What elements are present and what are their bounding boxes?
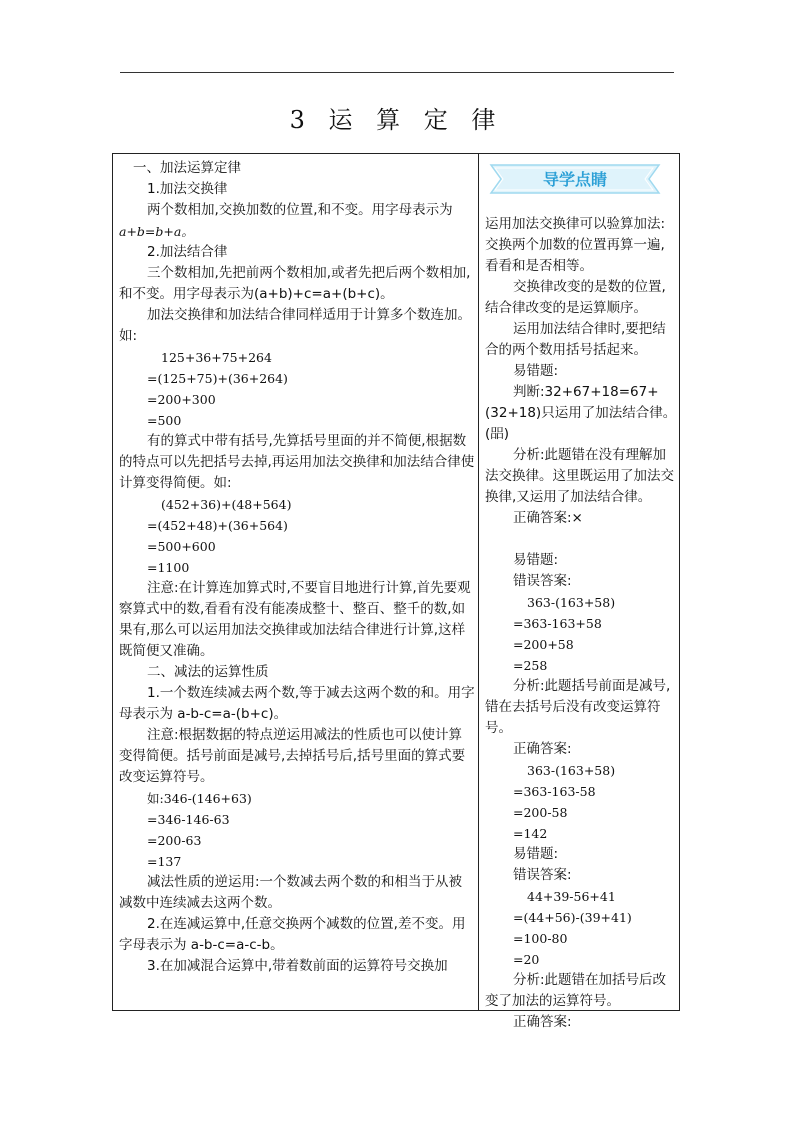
para-subtraction-3: 3.在加减混合运算中,带着数前面的运算符号交换加: [147, 958, 448, 974]
heading-subtraction: 二、减法的运算性质: [147, 664, 269, 680]
para-multi-add: 加法交换律和加法结合律同样适用于计算多个数连加。如:: [119, 307, 471, 344]
left-column: [119, 158, 475, 977]
wrong-line: =363-163+58: [513, 616, 602, 631]
wrong-answer-label: 错误答案:: [513, 573, 572, 589]
note-verify: 运用加法交换律可以验算加法:交换两个加数的位置再算一遍,看看和是否相等。: [485, 216, 666, 274]
page-title: 3 运 算 定 律: [289, 106, 504, 134]
note-difference: 交换律改变的是数的位置,结合律改变的是运算顺序。: [485, 279, 666, 316]
top-rule: [120, 72, 674, 73]
error-analysis: 分析:此题括号前面是减号,错在去括号后没有改变运算符号。: [485, 678, 671, 736]
para-note-subtraction: 注意:根据数据的特点逆运用减法的性质也可以使计算变得简便。括号前面是减号,去掉括号后,括号里面的算式要改变运算符号。: [119, 727, 466, 785]
error-analysis: 分析:此题错在加括号后改变了加法的运算符号。: [485, 972, 667, 1009]
example3-line: =137: [147, 854, 182, 869]
para-brackets: 有的算式中带有括号,先算括号里面的并不简便,根据数的特点可以先把括号去掉,再运用加法交换律和加法结合律使计算变得简便。如:: [119, 433, 475, 491]
guide-banner: [489, 164, 661, 194]
error-judge: 判断:32+67+18=67+(32+18)只运用了加法结合律。(㗊): [485, 384, 677, 442]
para-associative: 三个数相加,先把前两个数相加,或者先把后两个数相加,和不变。用字母表示为(a+b)+c=a+(b+c)。: [119, 265, 471, 302]
correct-answer: 正确答案:×: [513, 510, 583, 526]
wrong-answer-label: 错误答案:: [513, 867, 572, 883]
correct-line: =142: [513, 826, 548, 841]
wrong-line: =(44+56)-(39+41): [513, 910, 632, 925]
example1-line: =200+300: [147, 392, 216, 407]
correct-line: 363-(163+58): [527, 763, 616, 778]
example3-line: =200-63: [147, 833, 202, 848]
wrong-line: =200+58: [513, 637, 574, 652]
column-divider: [478, 154, 479, 1010]
banner-title: 导学点睛: [542, 170, 607, 189]
example2-line: =500+600: [147, 539, 216, 554]
sub-commutative: 1.加法交换律: [147, 181, 228, 197]
correct-line: =200-58: [513, 805, 568, 820]
para-subtraction-1: 1.一个数连续减去两个数,等于减去这两个数的和。用字母表示为 a-b-c=a-(b+c)。: [119, 685, 475, 722]
example2-line: (452+36)+(48+564): [161, 497, 292, 512]
para-commutative: 两个数相加,交换加数的位置,和不变。用字母表示为: [147, 202, 453, 218]
error-analysis: 分析:此题错在没有理解加法交换律。这里既运用了加法交换律,又运用了加法结合律。: [485, 447, 674, 505]
sub-associative: 2.加法结合律: [147, 244, 228, 260]
wrong-line: =20: [513, 952, 540, 967]
error-label: 易错题:: [513, 363, 559, 379]
formula-commutative: a+b=b+a。: [119, 224, 194, 239]
wrong-line: 44+39-56+41: [527, 889, 616, 904]
example1-line: 125+36+75+264: [161, 350, 272, 365]
example3-line: 如:346-(146+63): [147, 791, 252, 806]
error-label: 易错题:: [513, 552, 559, 568]
wrong-line: =258: [513, 658, 548, 673]
para-note-addition: 注意:在计算连加算式时,不要盲目地进行计算,首先要观察算式中的数,看看有没有能凑成整十、整百、整千的数,如果有,那么可以运用加法交换律或加法结合律进行计算,这样既简便又准确。: [119, 580, 471, 659]
spacer: [485, 529, 677, 550]
content-table: [112, 153, 680, 1030]
correct-answer-label: 正确答案:: [513, 1014, 572, 1030]
example1-line: =500: [147, 413, 182, 428]
example1-line: =(125+75)+(36+264): [147, 371, 288, 386]
right-column: [485, 162, 677, 1033]
para-subtraction-2: 2.在连减运算中,任意交换两个减数的位置,差不变。用字母表示为 a-b-c=a-c-b。: [119, 916, 466, 953]
note-brackets: 运用加法结合律时,要把结合的两个数用括号括起来。: [485, 321, 666, 358]
example3-line: =346-146-63: [147, 812, 230, 827]
wrong-line: 363-(163+58): [527, 595, 616, 610]
correct-line: =363-163-58: [513, 784, 596, 799]
wrong-line: =100-80: [513, 931, 568, 946]
example2-line: =(452+48)+(36+564): [147, 518, 288, 533]
example2-line: =1100: [147, 560, 190, 575]
error-label: 易错题:: [513, 846, 559, 862]
para-inverse: 减法性质的逆运用:一个数减去两个数的和相当于从被减数中连续减去这两个数。: [119, 874, 463, 911]
heading-addition-laws: 一、加法运算定律: [133, 160, 241, 176]
correct-answer-label: 正确答案:: [513, 741, 572, 757]
